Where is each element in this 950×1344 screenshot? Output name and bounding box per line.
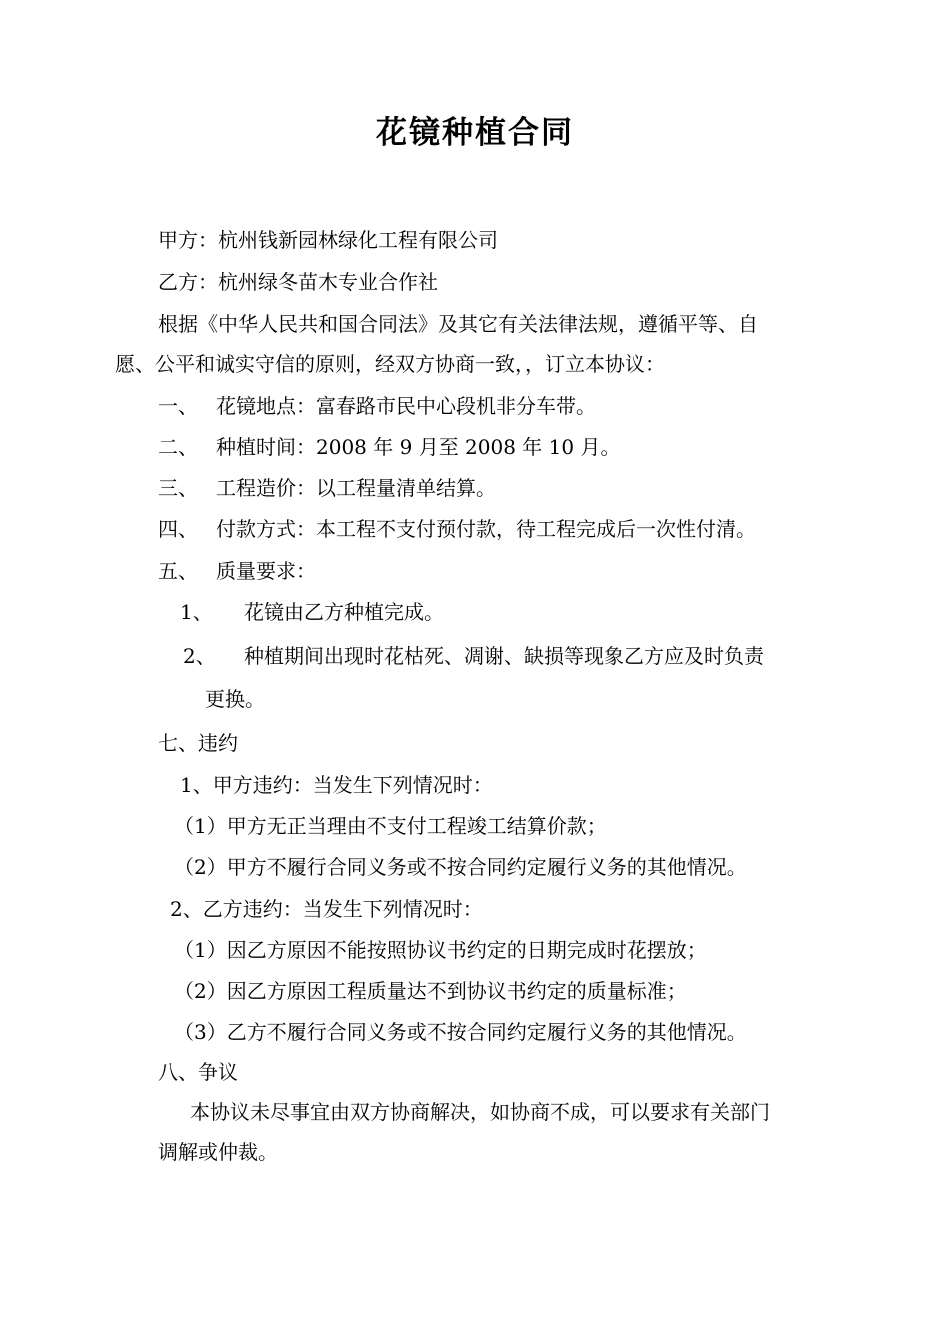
party-b: 乙方：杭州绿冬苗木专业合作社 bbox=[158, 270, 438, 294]
item-number: 1、 bbox=[180, 600, 213, 624]
clause-3 bbox=[158, 474, 496, 502]
clause-number: 一、 bbox=[158, 394, 198, 418]
clause-text: 花镜地点：富春路市民中心段机非分车带。 bbox=[216, 394, 596, 418]
dispute-line-1: 本协议未尽事宜由双方协商解决，如协商不成，可以要求有关部门 bbox=[190, 1100, 770, 1124]
clause-number: 四、 bbox=[158, 517, 198, 541]
breach-party-a-item: （1）甲方无正当理由不支付工程竣工结算价款； bbox=[174, 814, 607, 838]
clause-4 bbox=[158, 515, 756, 543]
breach-party-a-heading: 1、甲方违约：当发生下列情况时： bbox=[180, 773, 493, 797]
quality-item-1 bbox=[180, 598, 444, 626]
document-title: 花镜种植合同 bbox=[376, 115, 574, 151]
dispute-heading: 八、争议 bbox=[158, 1060, 238, 1084]
preamble-line-2: 愿、公平和诚实守信的原则，经双方协商一致，，订立本协议： bbox=[115, 352, 665, 376]
clause-text: 种植时间：2008 年 9 月至 2008 年 10 月。 bbox=[216, 435, 621, 459]
clause-number: 三、 bbox=[158, 476, 198, 500]
clause-1 bbox=[158, 392, 596, 420]
preamble-line-1: 根据《中华人民共和国合同法》及其它有关法律法规，遵循平等、自 bbox=[158, 312, 758, 336]
quality-item-2 bbox=[183, 642, 764, 670]
breach-party-b-item: （1）因乙方原因不能按照协议书约定的日期完成时花摆放； bbox=[174, 938, 707, 962]
breach-party-b-heading: 2、乙方违约：当发生下列情况时： bbox=[170, 897, 483, 921]
clause-text: 质量要求： bbox=[216, 559, 316, 583]
breach-party-b-item: （2）因乙方原因工程质量达不到协议书约定的质量标准； bbox=[174, 979, 687, 1003]
clause-5 bbox=[158, 557, 316, 585]
breach-party-a-item: （2）甲方不履行合同义务或不按合同约定履行义务的其他情况。 bbox=[174, 855, 747, 879]
item-text: 花镜由乙方种植完成。 bbox=[244, 600, 444, 624]
item-text: 种植期间出现时花枯死、凋谢、缺损等现象乙方应及时负责 bbox=[244, 644, 764, 668]
party-a: 甲方：杭州钱新园林绿化工程有限公司 bbox=[158, 228, 498, 252]
breach-party-b-item: （3）乙方不履行合同义务或不按合同约定履行义务的其他情况。 bbox=[174, 1020, 747, 1044]
clause-text: 付款方式：本工程不支付预付款，待工程完成后一次性付清。 bbox=[216, 517, 756, 541]
clause-text: 工程造价：以工程量清单结算。 bbox=[216, 476, 496, 500]
breach-heading: 七、违约 bbox=[158, 731, 238, 755]
clause-number: 五、 bbox=[158, 559, 198, 583]
item-number: 2、 bbox=[183, 644, 216, 668]
quality-item-2-continued: 更换。 bbox=[205, 687, 265, 711]
dispute-line-2: 调解或仲裁。 bbox=[158, 1140, 278, 1164]
clause-number: 二、 bbox=[158, 435, 198, 459]
clause-2 bbox=[158, 433, 620, 461]
